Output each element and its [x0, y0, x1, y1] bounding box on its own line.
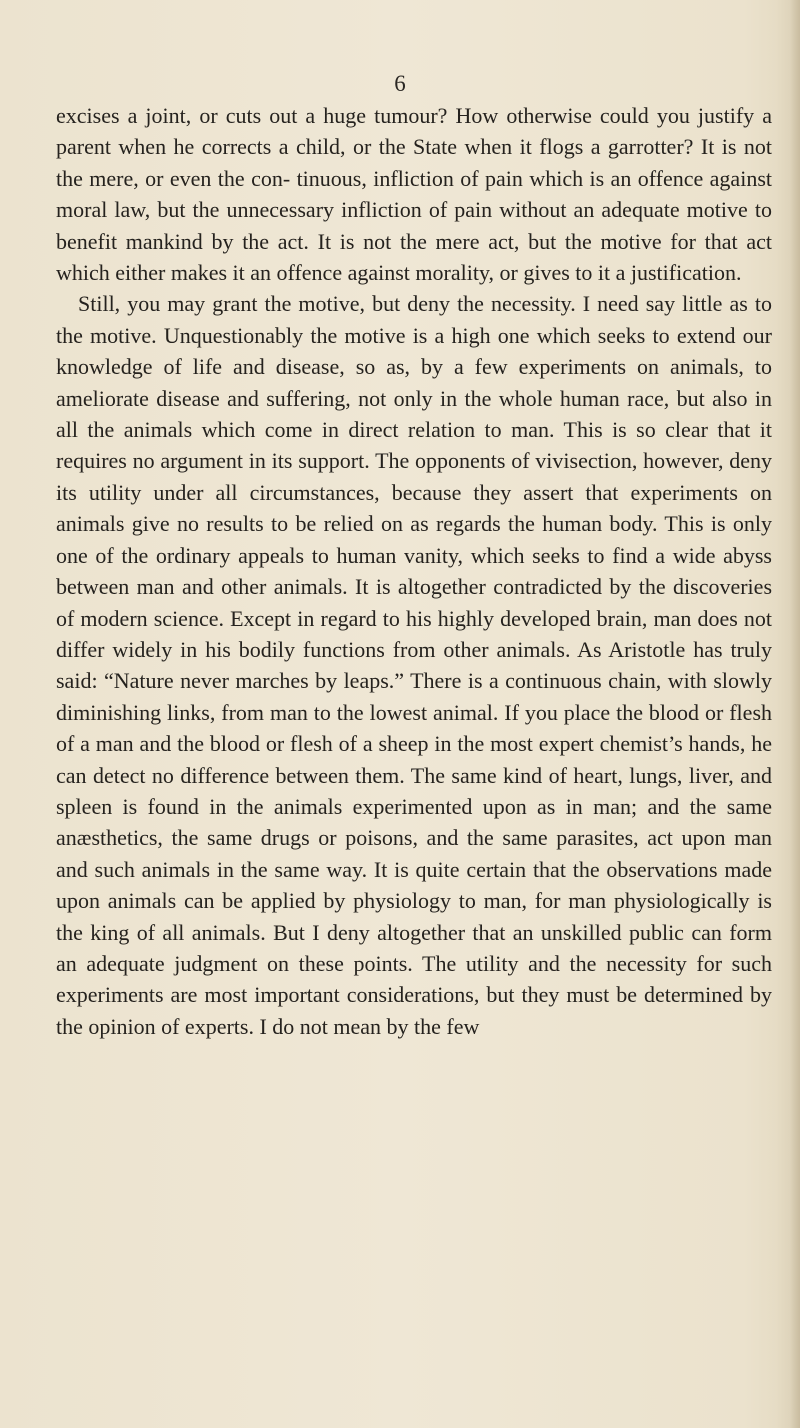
page-number: 6: [394, 71, 406, 96]
page-edge-shadow: [790, 0, 800, 1428]
paragraph-2: Still, you may grant the motive, but deny the necessity. I need say little as to the motive. Unquestionably the motive is a high one which seeks to extend our knowledge of life and disease, so as, by a few experiments on animals, to ameliorate disease and suffering, not only in the whole human race, but also in all the animals which come in direct relation to man. This is so clear that it requires no argument in its support. The opponents of vivisection, however, deny its utility under all circumstances, because they assert that experiments on animals give no results to be relied on as regards the human body. This is only one of the ordinary appeals to human vanity, which seeks to find a wide abyss between man and other animals. It is altogether contradicted by the discoveries of modern science. Except in regard to his highly developed brain, man does not differ widely in his bodily functions from other animals. As Aristotle has truly said: “Nature never marches by leaps.” There is a continuous chain, with slowly diminishing links, from man to the lowest animal. If you place the blood or flesh of a man and the blood or flesh of a sheep in the most expert chemist’s hands, he can detect no difference between them. The same kind of heart, lungs, liver, and spleen is found in the animals experimented upon as in man; and the same anæsthetics, the same drugs or poisons, and the same parasites, act upon man and such animals in the same way. It is quite certain that the observations made upon animals can be applied by physiology to man, for man physiologically is the king of all animals. But I deny altogether that an unskilled public can form an adequate judgment on these points. The utility and the necessity for such experiments are most important considerations, but they must be determined by the opinion of experts. I do not mean by the few: [56, 291, 772, 1039]
body-text: [56, 100, 772, 1042]
paragraph-1: excises a joint, or cuts out a huge tumour? How otherwise could you justify a parent when he corrects a child, or the State when it flogs a garrotter? It is not the mere, or even the con- tinuous, infliction of pain which is an offence against moral law, but the unnecessary infliction of pain without an adequate motive to benefit mankind by the act. It is not the mere act, but the motive for that act which either makes it an offence against morality, or gives to it a justification.: [56, 103, 772, 286]
